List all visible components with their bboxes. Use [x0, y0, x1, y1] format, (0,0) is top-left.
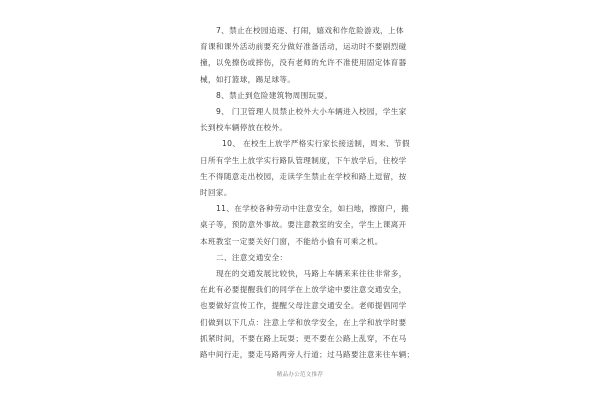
text-line: 11、在学校各种劳动中注意安全，如扫地，擦窗户，搬	[216, 204, 410, 214]
text-line: 们做到以下几点：注意上学和放学安全，在上学和放学时要	[200, 317, 407, 327]
text-line: 8、禁止到危险建筑物周围玩耍。	[216, 90, 333, 100]
section-heading: 二、注意交通安全：	[216, 252, 288, 262]
text-line: 育课和课外活动前要充分做好准备活动，运动时不要剧烈碰	[200, 42, 407, 52]
text-line: 生不得随意走出校园，走读学生禁止在学校和路上逗留，按	[200, 171, 407, 181]
text-line: 长到校车辆停放在校外。	[200, 123, 288, 133]
text-line: 撞，以免擦伤或摔伤，没有老师的允许不准使用固定体育器	[200, 58, 407, 68]
text-line: 也要做好宣传工作，提醒父母注意交通安全。老师提倡同学	[200, 301, 407, 311]
page-footer: 精品办公范文推荐	[276, 372, 324, 378]
text-line: 械，如打篮球，踢足球等。	[200, 74, 296, 84]
text-line: 路中间行走，要走马路两旁人行道；过马路要注意来往车辆；	[200, 350, 415, 359]
text-line: 7、禁止在校园追逐、打闹，嬉戏和作危险游戏，上体	[216, 26, 404, 35]
text-line: 现在的交通发展比较快，马路上车辆来来往往非常多，	[216, 269, 407, 278]
text-line: 时回家。	[200, 188, 232, 197]
text-line: 9、 门卫管理人员禁止校外大小车辆进入校园，学生家	[216, 107, 407, 116]
text-line: 桌子等，预防意外事故。要注意教室的安全，学生上课离开	[200, 220, 407, 230]
text-line: 抓紧时间，不要在路上玩耍；更不要在公路上乱穿，不在马	[200, 333, 407, 343]
text-line: 日所有学生上放学实行路队管理制度，下午放学后，住校学	[200, 155, 407, 165]
text-line: 在此有必要提醒我们的同学在上放学途中要注意交通安全，	[200, 285, 407, 295]
text-line: 本班教室一定要关好门窗，不能给小偷有可乘之机。	[200, 236, 383, 246]
text-line: 10、 在校生上放学严格实行家长接送制，周末、节假	[222, 139, 410, 149]
